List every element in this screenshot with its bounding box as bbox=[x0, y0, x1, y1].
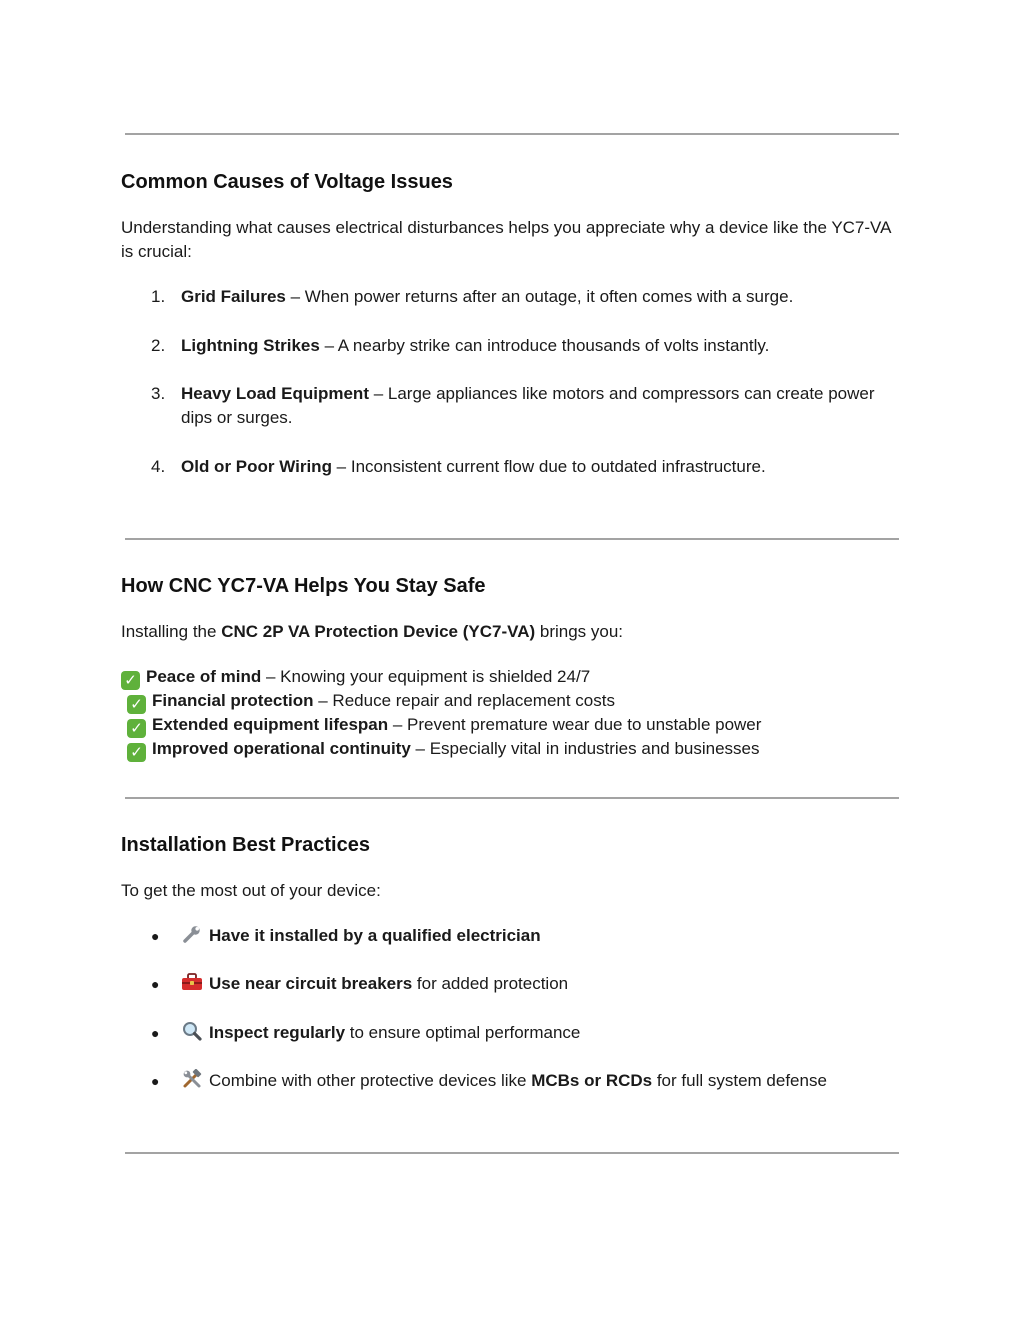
benefit-title: Peace of mind bbox=[146, 667, 262, 686]
bullet-dot: ● bbox=[151, 928, 160, 944]
intro-text: brings you: bbox=[535, 622, 624, 641]
item-text: for full system defense bbox=[652, 1071, 827, 1090]
list-item bbox=[151, 334, 911, 358]
magnifying-glass-icon bbox=[181, 1021, 203, 1041]
check-mark-icon: ✓ bbox=[127, 743, 146, 762]
benefit-title: Improved operational continuity bbox=[152, 739, 411, 758]
item-text: for added protection bbox=[412, 974, 569, 993]
item-title: Heavy Load Equipment bbox=[181, 384, 369, 403]
wrench-icon bbox=[181, 924, 203, 944]
section-intro: Understanding what causes electrical disturbances helps you appreciate why a device like the YC7-VA is crucial: bbox=[121, 218, 891, 261]
benefit-text: – Prevent premature wear due to unstable power bbox=[388, 715, 762, 734]
list-number: 4. bbox=[151, 457, 166, 476]
check-mark-icon: ✓ bbox=[121, 671, 140, 690]
section-heading-installation: Installation Best Practices bbox=[121, 834, 370, 856]
bullet-dot: ● bbox=[151, 1073, 160, 1089]
toolbox-icon bbox=[181, 972, 203, 992]
list-item bbox=[151, 1069, 911, 1093]
benefit-text: – Especially vital in industries and businesses bbox=[410, 739, 760, 758]
benefit-item bbox=[127, 737, 760, 762]
list-number: 1. bbox=[151, 287, 166, 306]
list-item bbox=[151, 285, 911, 309]
item-title: Grid Failures bbox=[181, 287, 286, 306]
list-item bbox=[151, 382, 911, 430]
check-mark-icon: ✓ bbox=[127, 695, 146, 714]
section-heading-voltage-causes: Common Causes of Voltage Issues bbox=[121, 171, 453, 193]
section-heading-how-it-helps: How CNC YC7-VA Helps You Stay Safe bbox=[121, 575, 486, 597]
divider bbox=[125, 797, 899, 799]
list-item bbox=[151, 924, 911, 948]
item-title: Use near circuit breakers bbox=[209, 974, 413, 993]
item-title: Lightning Strikes bbox=[181, 336, 320, 355]
divider bbox=[125, 1152, 899, 1154]
benefit-item bbox=[127, 713, 761, 738]
item-title: Have it installed by a qualified electrician bbox=[209, 926, 541, 945]
item-title: MCBs or RCDs bbox=[531, 1071, 653, 1090]
divider bbox=[125, 538, 899, 540]
item-text: – Inconsistent current flow due to outdated infrastructure. bbox=[331, 457, 766, 476]
item-title: Inspect regularly bbox=[209, 1023, 346, 1042]
check-mark-icon: ✓ bbox=[127, 719, 146, 738]
benefit-title: Financial protection bbox=[152, 691, 314, 710]
list-item bbox=[151, 455, 911, 479]
intro-text: Installing the bbox=[121, 622, 222, 641]
item-text: – When power returns after an outage, it often comes with a surge. bbox=[285, 287, 794, 306]
list-number: 3. bbox=[151, 384, 166, 403]
item-text: to ensure optimal performance bbox=[345, 1023, 581, 1042]
list-item bbox=[151, 1021, 911, 1045]
hammer-and-wrench-icon bbox=[181, 1069, 203, 1089]
item-text: – Large appliances like motors and compressors can create power dips or surges. bbox=[181, 384, 875, 427]
benefit-item bbox=[127, 689, 615, 714]
item-text: – A nearby strike can introduce thousands of volts instantly. bbox=[319, 336, 770, 355]
benefit-title: Extended equipment lifespan bbox=[152, 715, 389, 734]
divider bbox=[125, 133, 899, 135]
item-title: Old or Poor Wiring bbox=[181, 457, 332, 476]
benefit-text: – Knowing your equipment is shielded 24/7 bbox=[261, 667, 591, 686]
benefit-text: – Reduce repair and replacement costs bbox=[313, 691, 615, 710]
bullet-dot: ● bbox=[151, 1025, 160, 1041]
section-intro: To get the most out of your device: bbox=[121, 881, 381, 900]
list-item bbox=[151, 972, 911, 996]
item-text: Combine with other protective devices like bbox=[209, 1071, 532, 1090]
product-name: CNC 2P VA Protection Device (YC7-VA) bbox=[221, 622, 536, 641]
list-number: 2. bbox=[151, 336, 166, 355]
section-intro bbox=[121, 620, 901, 644]
benefit-item bbox=[121, 665, 590, 690]
bullet-dot: ● bbox=[151, 976, 160, 992]
